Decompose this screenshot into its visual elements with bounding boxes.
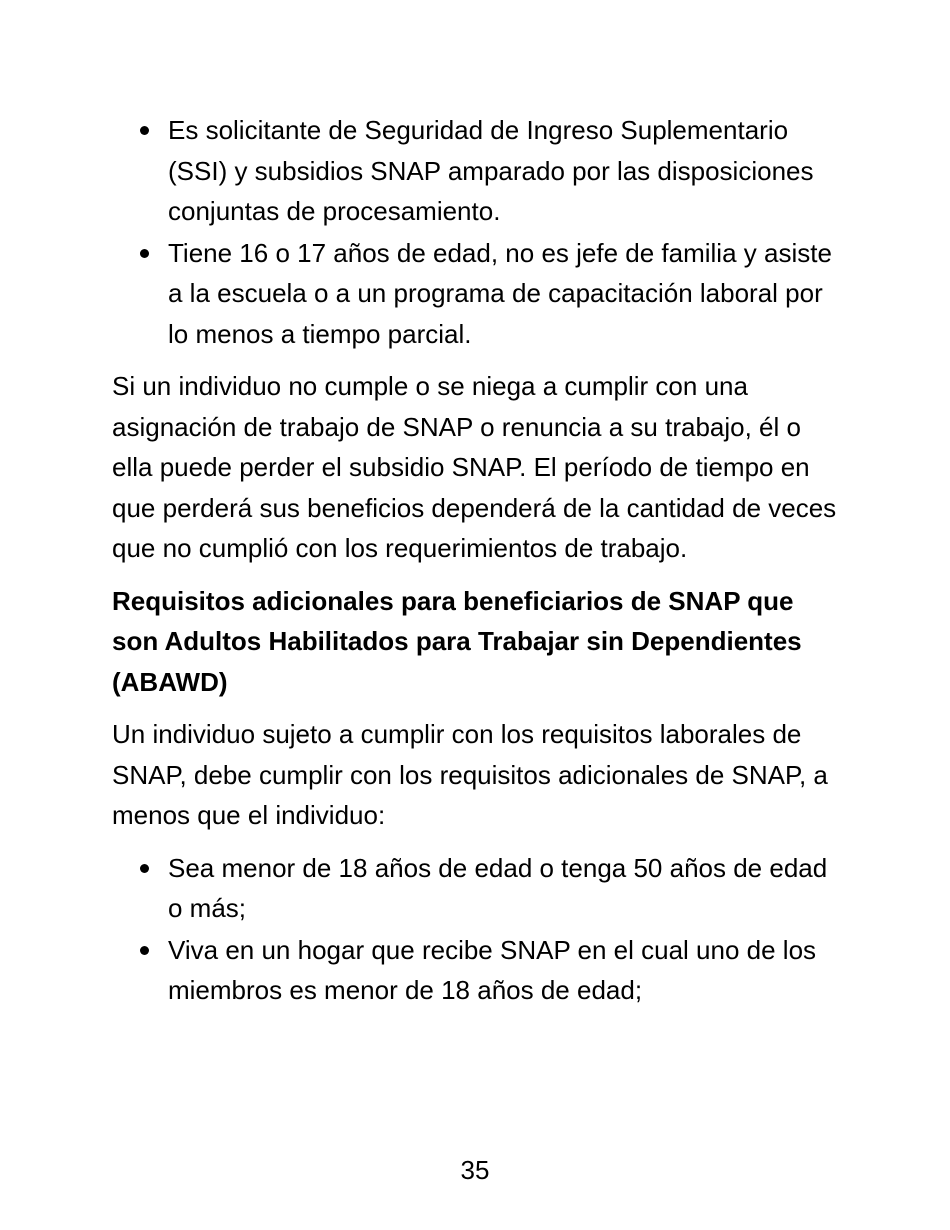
list-item-text: Es solicitante de Seguridad de Ingreso Suplementario (SSI) y subsidios SNAP amparado por las disposiciones conjuntas de procesamiento. <box>168 115 814 226</box>
page-number: 35 <box>460 1155 490 1185</box>
bullet-icon <box>140 126 149 135</box>
list-item-text: Tiene 16 o 17 años de edad, no es jefe de familia y asiste a la escuela o a un programa de capacitación laboral por lo menos a tiempo parcial. <box>168 237 832 349</box>
list-item-text: Viva en un hogar que recibe SNAP en el cual uno de los miembros es menor de 18 años de edad; <box>168 934 817 1005</box>
bullet-list-top <box>112 110 842 354</box>
list-item <box>168 110 842 232</box>
section-heading: Requisitos adicionales para beneficiarios de SNAP que son Adultos Habilitados para Trabajar sin Dependientes (ABAWD) <box>112 585 802 697</box>
list-item <box>168 930 842 1011</box>
document-page <box>112 110 842 1012</box>
paragraph-penalty: Si un individuo no cumple o se niega a cumplir con una asignación de trabajo de SNAP o renuncia a su trabajo, él o ella puede perder el subsidio SNAP. El período de tiempo en que perderá sus beneficios dependerá de la cantidad de veces que no cumplió con los requerimientos de trabajo. <box>112 371 837 563</box>
bullet-icon <box>140 249 149 258</box>
list-item <box>168 233 842 355</box>
list-item-text: Sea menor de 18 años de edad o tenga 50 años de edad o más; <box>168 852 828 923</box>
bullet-list-bottom <box>112 848 842 1011</box>
bullet-icon <box>140 946 149 955</box>
bullet-icon <box>140 864 149 873</box>
list-item <box>168 848 842 929</box>
paragraph-requirements: Un individuo sujeto a cumplir con los requisitos laborales de SNAP, debe cumplir con los requisitos adicionales de SNAP, a menos que el individuo: <box>112 719 828 830</box>
